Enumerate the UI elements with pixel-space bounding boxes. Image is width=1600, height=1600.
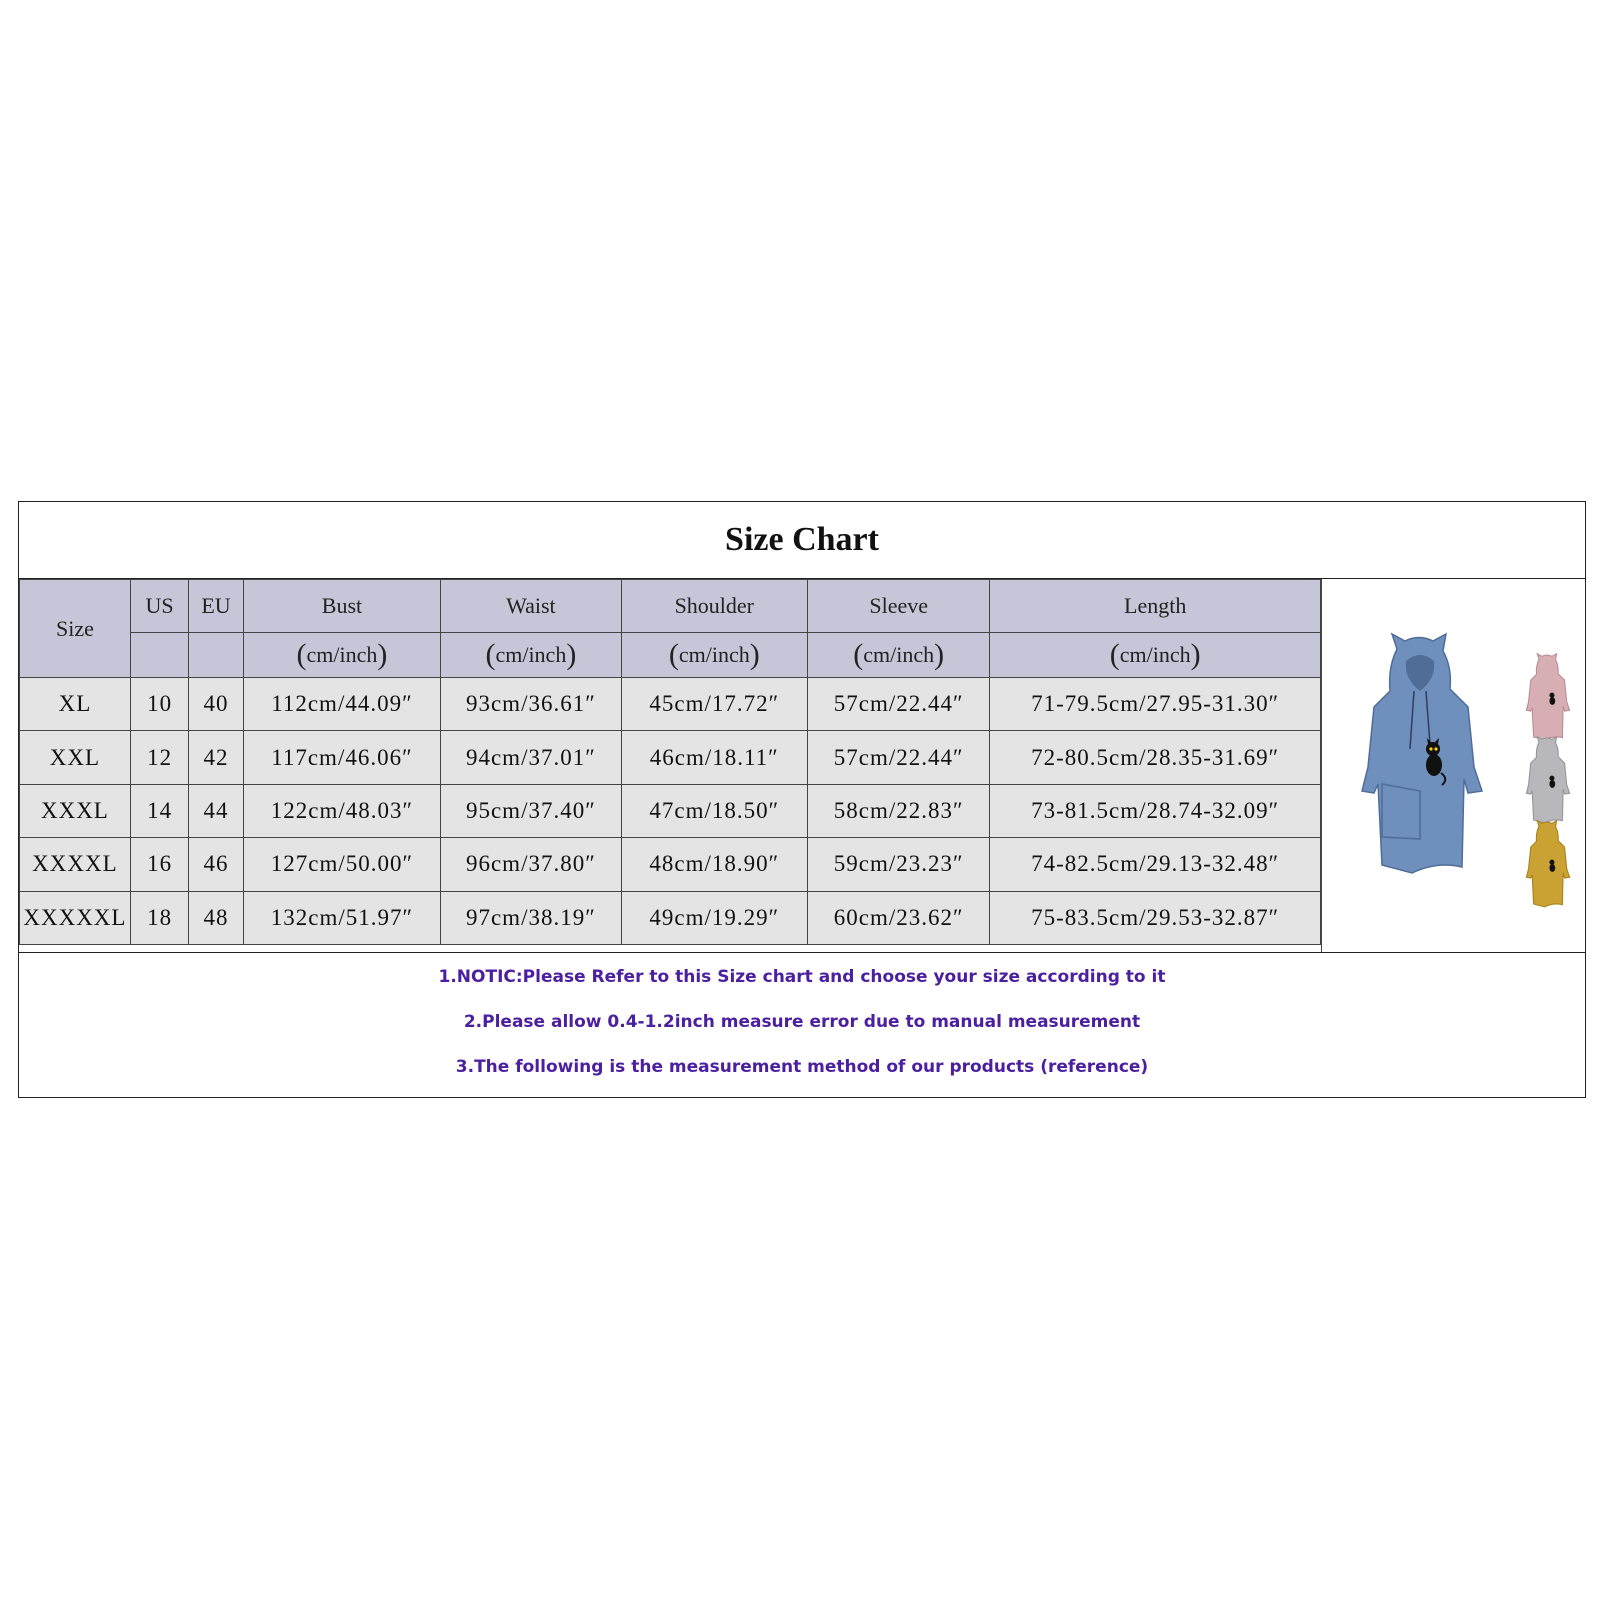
unit-us-empty [130,633,188,678]
header-length: Length [990,580,1321,633]
cell-waist: 97cm/38.19″ [441,891,621,944]
cell-bust: 122cm/48.03″ [243,784,441,837]
cell-size: XXL [20,731,131,784]
table-row [20,784,1321,837]
cell-sleeve: 60cm/23.62″ [808,891,990,944]
unit-sleeve: (cm/inch) [808,633,990,678]
cell-shoulder: 45cm/17.72″ [621,678,807,731]
cell-us: 18 [130,891,188,944]
cell-waist: 95cm/37.40″ [441,784,621,837]
unit-row [20,633,1321,678]
product-illustration [1322,579,1586,952]
cell-bust: 132cm/51.97″ [243,891,441,944]
cell-shoulder: 49cm/19.29″ [621,891,807,944]
cell-us: 10 [130,678,188,731]
size-table [19,579,1321,945]
cell-size: XXXXL [20,838,131,891]
note-line: 2.Please allow 0.4-1.2inch measure error due to manual measurement [463,1012,1141,1032]
product-image-area [1321,579,1585,952]
note-line: 1.NOTIC:Please Refer to this Size chart and choose your size according to it [438,967,1166,987]
cell-size: XL [20,678,131,731]
unit-label: cm/inch [678,642,750,667]
main-hoodie-image [1362,634,1482,873]
yellow-hoodie-thumbnail [1526,821,1569,907]
cell-waist: 96cm/37.80″ [441,838,621,891]
unit-bust: (cm/inch) [243,633,441,678]
header-row [20,580,1321,633]
cell-shoulder: 47cm/18.50″ [621,784,807,837]
notes-section [19,952,1585,1097]
cell-eu: 44 [189,784,243,837]
cell-shoulder: 48cm/18.90″ [621,838,807,891]
unit-eu-empty [189,633,243,678]
cell-sleeve: 58cm/22.83″ [808,784,990,837]
header-waist: Waist [441,580,621,633]
cell-size: XXXL [20,784,131,837]
cell-length: 75-83.5cm/29.53-32.87″ [990,891,1321,944]
cell-eu: 46 [189,838,243,891]
header-size: Size [20,580,131,678]
pink-hoodie-thumbnail [1526,654,1569,740]
cell-bust: 112cm/44.09″ [243,678,441,731]
cell-eu: 40 [189,678,243,731]
table-row [20,678,1321,731]
chart-title: Size Chart [19,502,1585,579]
cell-waist: 94cm/37.01″ [441,731,621,784]
cell-sleeve: 57cm/22.44″ [808,678,990,731]
unit-length: (cm/inch) [990,633,1321,678]
cell-sleeve: 59cm/23.23″ [808,838,990,891]
unit-waist: (cm/inch) [441,633,621,678]
header-shoulder: Shoulder [621,580,807,633]
grey-hoodie-thumbnail [1526,737,1569,823]
cell-length: 74-82.5cm/29.13-32.48″ [990,838,1321,891]
cell-eu: 42 [189,731,243,784]
header-bust: Bust [243,580,441,633]
header-eu: EU [189,580,243,633]
cell-bust: 127cm/50.00″ [243,838,441,891]
cell-us: 16 [130,838,188,891]
unit-label: cm/inch [1119,642,1191,667]
header-sleeve: Sleeve [808,580,990,633]
cell-bust: 117cm/46.06″ [243,731,441,784]
cell-waist: 93cm/36.61″ [441,678,621,731]
cell-shoulder: 46cm/18.11″ [621,731,807,784]
cell-length: 71-79.5cm/27.95-31.30″ [990,678,1321,731]
cell-sleeve: 57cm/22.44″ [808,731,990,784]
header-us: US [130,580,188,633]
unit-label: cm/inch [863,642,935,667]
cell-size: XXXXXL [20,891,131,944]
unit-shoulder: (cm/inch) [621,633,807,678]
note-line: 3.The following is the measurement method of our products (reference) [455,1057,1149,1077]
cell-eu: 48 [189,891,243,944]
cell-length: 73-81.5cm/28.74-32.09″ [990,784,1321,837]
cell-us: 14 [130,784,188,837]
cell-length: 72-80.5cm/28.35-31.69″ [990,731,1321,784]
table-row [20,838,1321,891]
unit-label: cm/inch [306,642,378,667]
cell-us: 12 [130,731,188,784]
unit-label: cm/inch [495,642,567,667]
table-row [20,891,1321,944]
size-chart [18,501,1586,1098]
table-row [20,731,1321,784]
